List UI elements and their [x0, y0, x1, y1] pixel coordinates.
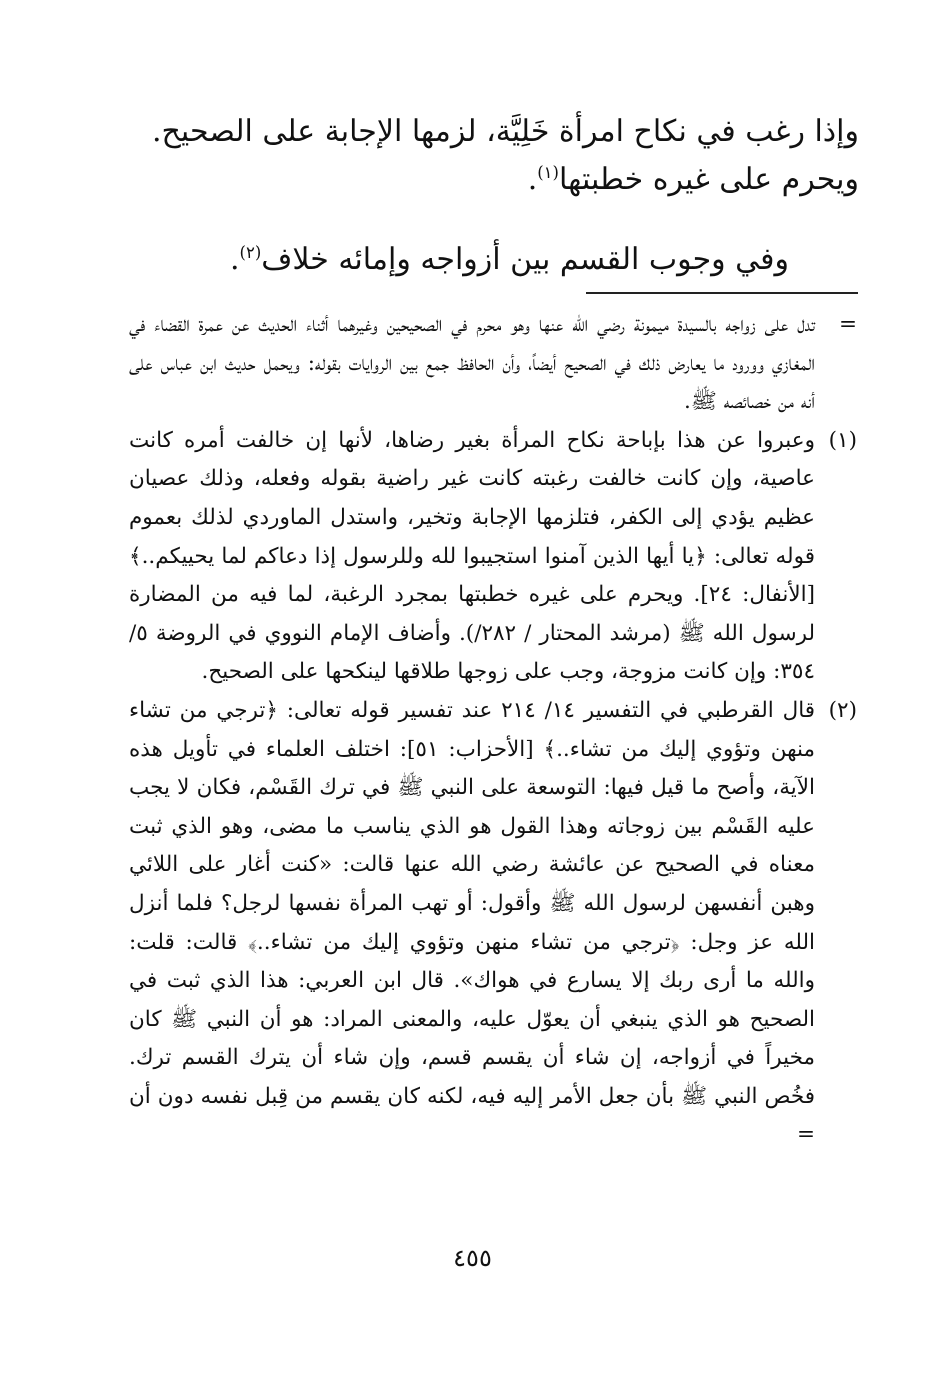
main-text-line-1-content: وإذا رغب في نكاح امرأة خَلِيَّة، لزمها الإجابة على الصحيح.	[152, 114, 859, 149]
main-text-paragraph-2-content: وفي وجوب القسم بين أزواجه وإمائه خلاف	[261, 242, 789, 277]
footnote-marker: (١)	[828, 427, 857, 453]
footnote-continuation	[129, 306, 857, 422]
main-text-line-1	[119, 108, 859, 156]
footnote-text: قال القرطبي في التفسير ١٤/ ٢١٤ عند تفسير قوله تعالى: ﴿ترجي من تشاء منهن وتؤوي إليك من تشاء..﴾ [الأحزاب: ٥١]: اختلف العلماء في تأويل هذه الآية، وأصح ما قيل فيها: التوسعة على النبي ﷺ في ترك القَسْم، فكان لا يجب عليه القَسْم بين زوجاته وهذا القول هو الذي يناسب ما مضى، وهو الذي ثبت معناه في الصحيح عن عائشة رضي الله عنها قالت: «كنت أغار على اللائي وهبن أنفسهن لرسول الله ﷺ وأقول: أو تهب المرأة نفسها لرجل؟ فلما أنزل الله عز وجل: ﴿ترجي من تشاء منهن وتؤوي إليك من تشاء..﴾ قالت: قلت: والله ما أرى ربك إلا يسارع في هواك». قال ابن العربي: هذا الذي ثبت في الصحيح هو الذي ينبغي أن يعوّل عليه، والمعنى المراد: هو أن النبي ﷺ كان مخيراً في أزواجه، إن شاء أن يقسم قسم، وإن شاء أن يترك القسم ترك. فخُص النبي ﷺ بأن جعل الأمر إليه فيه، لكنه كان يقسم من قِبل نفسه دون أن =	[129, 697, 816, 1148]
footnote-separator	[586, 292, 858, 294]
footnote-text: تدل على زواجه بالسيدة ميمونة رضي الله عنها وهو محرم في الصحيحين وغيرهما أثناء الحديث عن عمرة القضاء في المغازي وورود ما يعارض ذلك في الصحيح أيضاً، وأن الحافظ جمع بين الروايات بقوله: ويحمل حديث ابن عباس على أنه من خصائصه ﷺ.	[129, 312, 815, 415]
main-text-line-2-content: ويحرم على غيره خطبتها	[558, 162, 859, 197]
footnote-2	[129, 692, 857, 1155]
footnotes	[129, 306, 857, 1155]
main-text-line-2	[119, 156, 859, 204]
footnote-marker: (٢)	[828, 697, 857, 723]
footnote-ref-2[interactable]: (٢)	[239, 243, 262, 262]
main-text-paragraph-2	[119, 236, 859, 284]
page-number: ٤٥٥	[453, 1244, 492, 1272]
main-text-paragraph-1	[119, 108, 859, 204]
footnote-ref-1[interactable]: (١)	[537, 163, 559, 182]
footnote-marker: =	[838, 312, 857, 337]
footnote-text: وعبروا عن هذا بإباحة نكاح المرأة بغير رضاها، لأنها إن خالفت أمره كانت عاصية، وإن كانت خالفت رغبته كانت غير راضية بقوله وفعله، وذلك عصيان عظيم يؤدي إلى الكفر، فتلزمها الإجابة وتخير، واستدل الماوردي لذلك بعموم قوله تعالى: ﴿يا أيها الذين آمنوا استجيبوا لله وللرسول إذا دعاكم لما يحييكم..﴾ [الأنفال: ٢٤]. ويحرم على غيره خطبتها بمجرد الرغبة، لما فيه من المضارة لرسول الله ﷺ (مرشد المحتار / ٢٨٢/). وأضاف الإمام النووي في الروضة ٥/ ٣٥٤: وإن كانت مزوجة، وجب على زوجها طلاقها لينكحها على الصحيح.	[129, 427, 816, 685]
footnote-1	[129, 422, 857, 692]
main-text-line-2-end: .	[527, 162, 538, 197]
main-text-paragraph-2-end: .	[229, 242, 240, 277]
